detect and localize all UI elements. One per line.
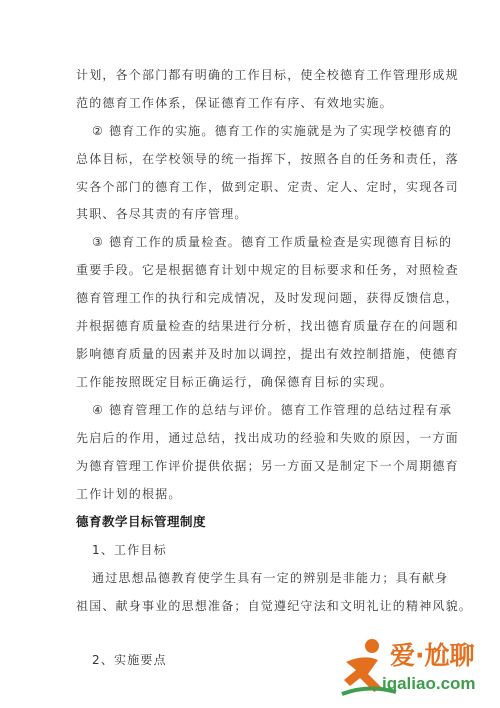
paragraph-line: 为德育管理工作评价提供依据；另一方面又是制定下一个周期德育	[76, 459, 459, 473]
subsection-title: 1、工作目标	[92, 543, 167, 557]
watermark-url: igaliao.com	[382, 674, 476, 693]
paragraph-line: 影响德育质量的因素并及时加以调控，提出有效控制措施，使德育	[76, 347, 459, 361]
paragraph-line: 其职、各尽其责的有序管理。	[76, 207, 248, 221]
paragraph-line: 工作计划的根据。	[76, 487, 182, 501]
watermark-logo	[338, 632, 498, 700]
paragraph-line: 范的德育工作体系，保证德育工作有序、有效地实施。	[76, 96, 393, 110]
paragraph-line: 重要手段。它是根据德育计划中规定的目标要求和任务，对照检查	[76, 263, 459, 277]
section-heading: 德育教学目标管理制度	[76, 514, 207, 529]
watermark-text: 爱·尬聊	[390, 641, 475, 670]
paragraph-line: 计划，各个部门都有明确的工作目标，使全校德育工作管理形成规	[76, 68, 459, 82]
paragraph-line: 并根据德育质量检查的结果进行分析，找出德育质量存在的问题和	[76, 319, 459, 333]
paragraph-line: 德育管理工作的执行和完成情况，及时发现问题，获得反馈信息，	[76, 291, 459, 305]
list-item-3-line: ③ 德育工作的质量检查。德育工作质量检查是实现德育目标的	[92, 235, 453, 249]
subsection-title: 2、实施要点	[92, 653, 167, 667]
paragraph-line: 总体目标，在学校领导的统一指挥下，按照各自的任务和责任，落	[76, 152, 459, 166]
paragraph-line: 通过思想品德教育使学生具有一定的辨别是非能力；具有献身	[92, 571, 449, 585]
paragraph-line: 祖国、献身事业的思想准备；自觉遵纪守法和文明礼让的精神风貌。	[76, 599, 473, 613]
paragraph-line: 实各个部门的德育工作，做到定职、定责、定人、定时，实现各司	[76, 180, 459, 194]
paragraph-line: 工作能按照既定目标正确运行，确保德育目标的实现。	[76, 375, 393, 389]
paragraph-line: 先启后的作用，通过总结，找出成功的经验和失败的原因，一方面	[76, 431, 459, 445]
list-item-2-line: ② 德育工作的实施。德育工作的实施就是为了实现学校德育的	[92, 124, 453, 138]
list-item-4-line: ④ 德育管理工作的总结与评价。德育工作管理的总结过程有承	[92, 403, 453, 417]
